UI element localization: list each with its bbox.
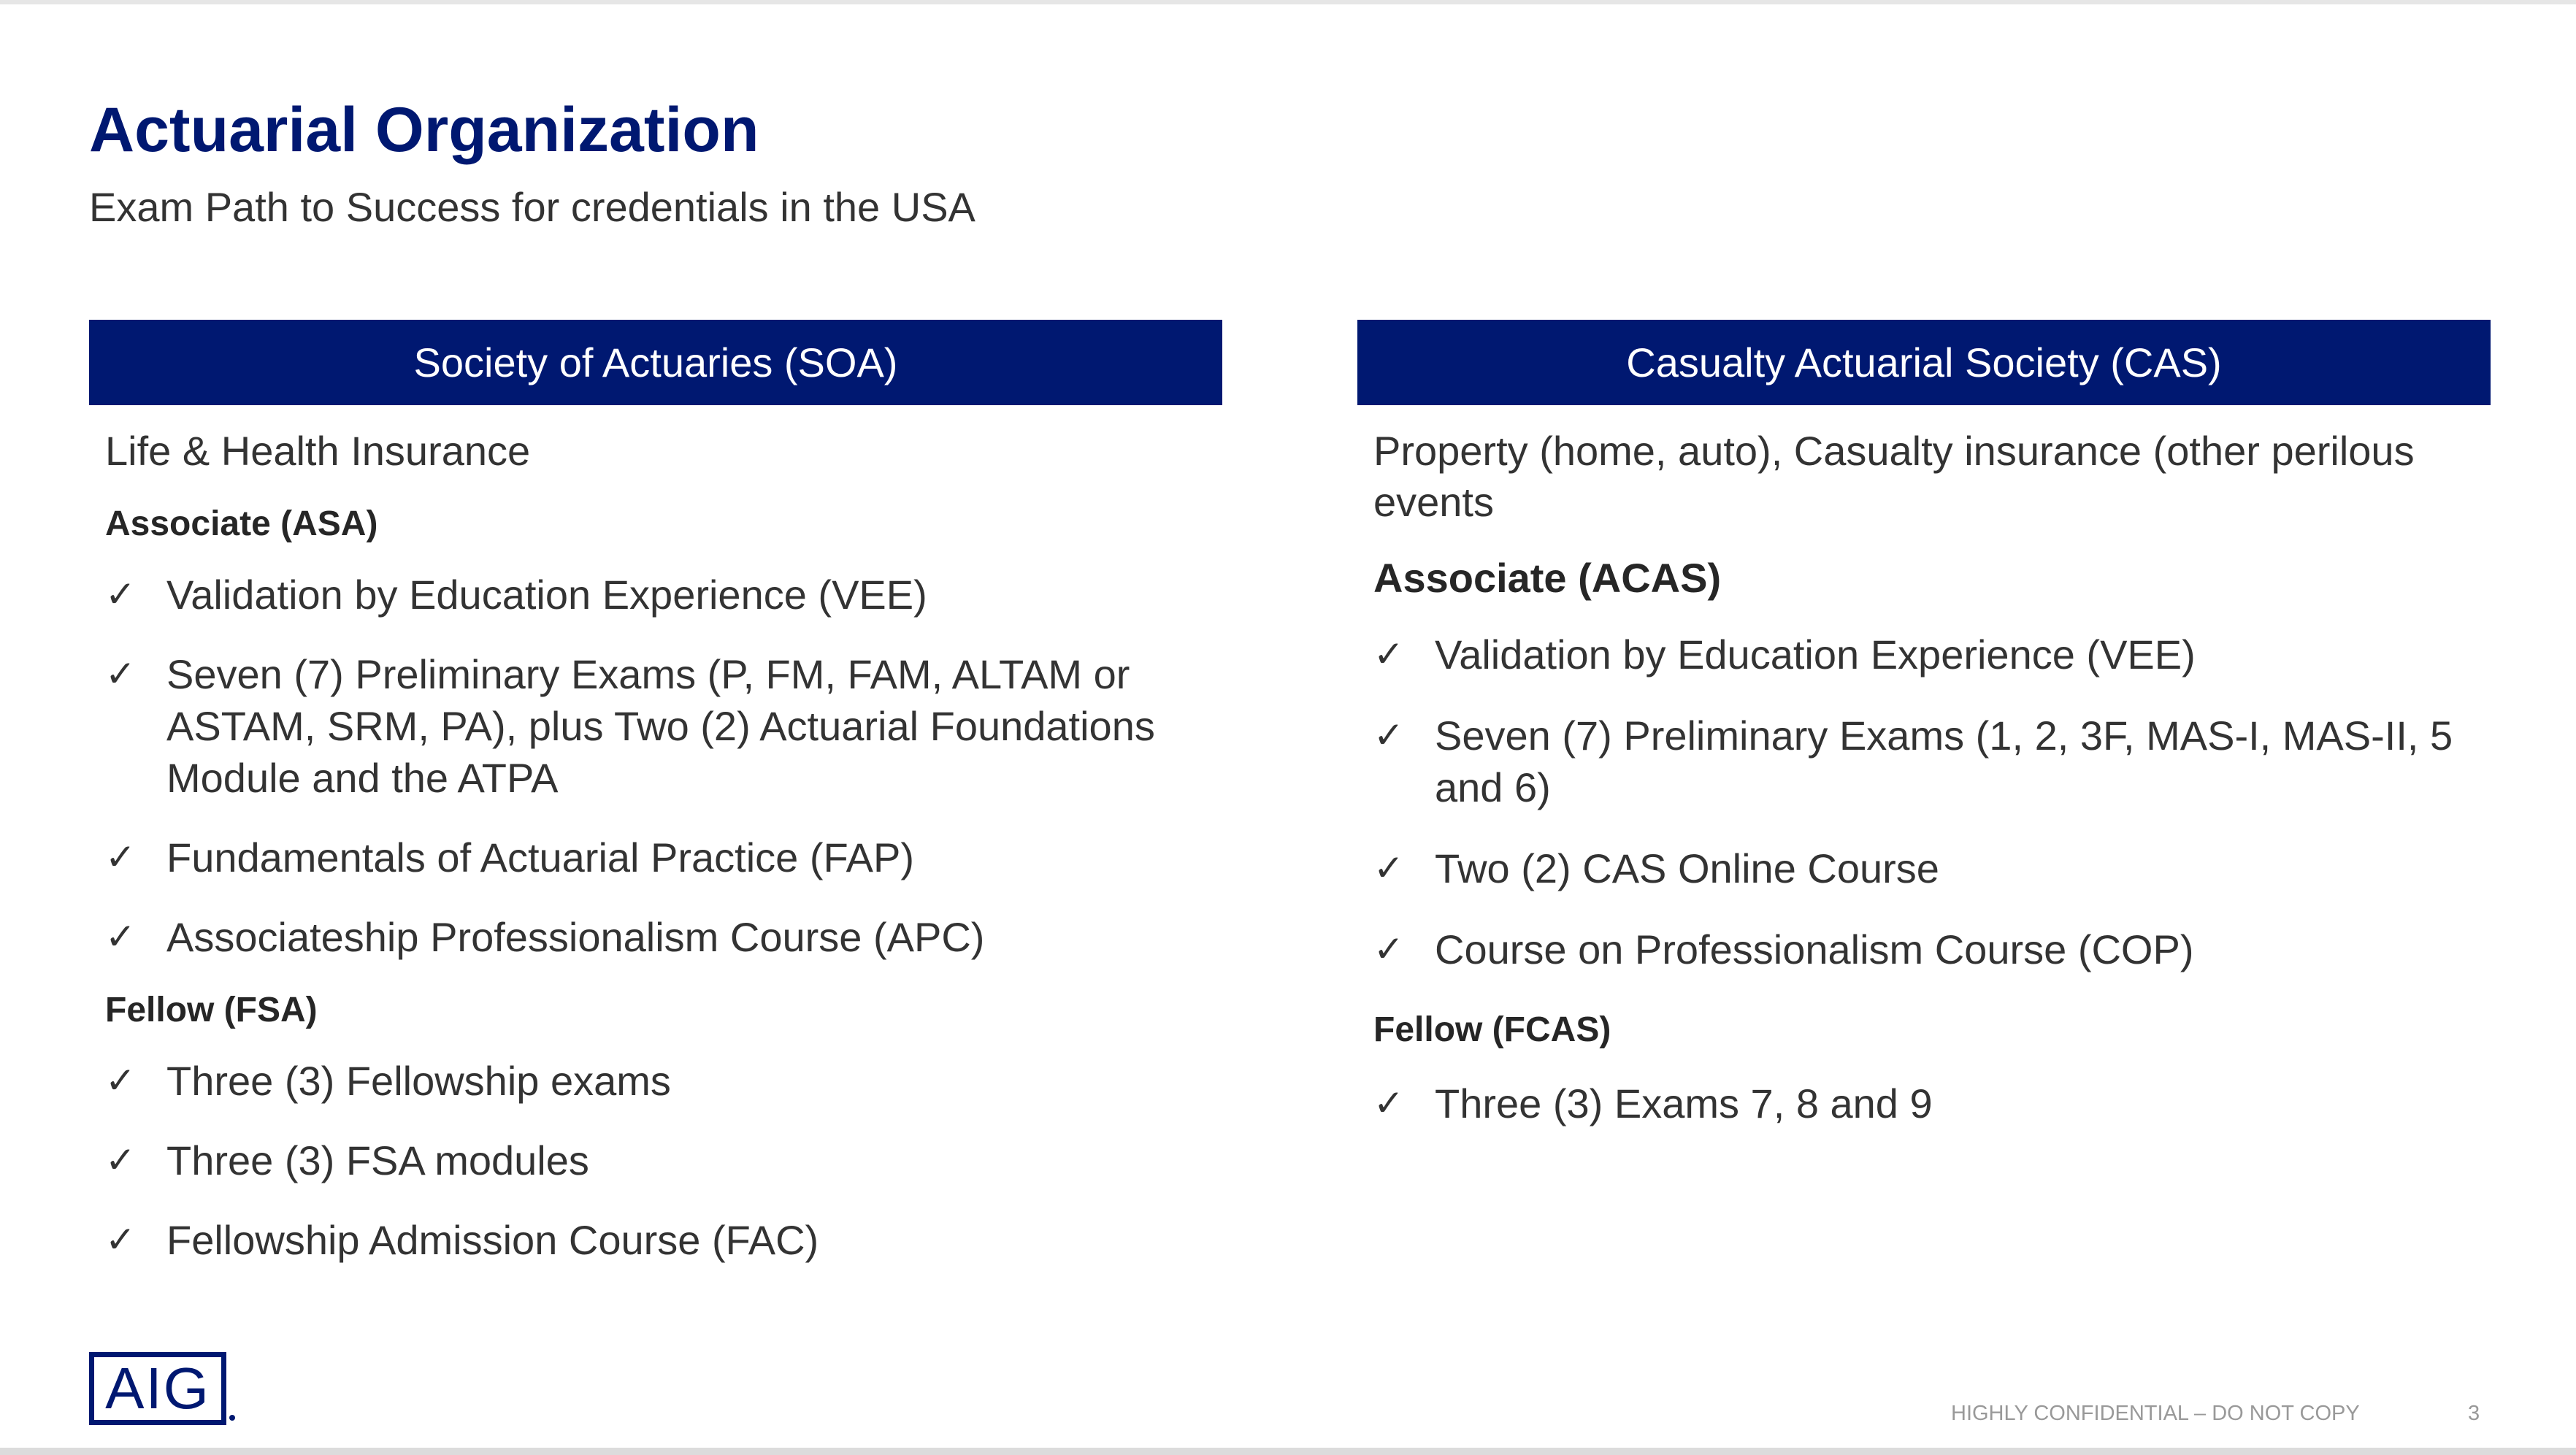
list-item-text: Fellowship Admission Course (FAC) xyxy=(166,1217,819,1263)
list-item xyxy=(1373,924,2476,975)
list-item-text: Fundamentals of Actuarial Practice (FAP) xyxy=(166,834,914,880)
checkmark-icon: ✓ xyxy=(1373,1082,1404,1124)
checkmark-icon: ✓ xyxy=(1373,928,1404,970)
list-item xyxy=(1373,629,2476,680)
page-number: 3 xyxy=(2468,1402,2480,1425)
soa-intro: Life & Health Insurance xyxy=(105,428,531,474)
slide-title: Actuarial Organization xyxy=(89,95,759,165)
cas-fellow-label: Fellow (FCAS) xyxy=(1373,1010,1611,1049)
bottom-border xyxy=(0,1448,2576,1455)
soa-associate-label: Associate (ASA) xyxy=(105,504,378,543)
cas-body xyxy=(1357,426,2491,1129)
checkmark-icon: ✓ xyxy=(105,1218,136,1261)
checkmark-icon: ✓ xyxy=(105,915,136,958)
list-item xyxy=(105,1214,1208,1266)
confidential-notice: HIGHLY CONFIDENTIAL – DO NOT COPY xyxy=(1951,1402,2360,1425)
list-item xyxy=(105,911,1208,963)
checkmark-icon: ✓ xyxy=(1373,714,1404,756)
logo-registered-dot xyxy=(229,1415,235,1421)
list-item-text: Three (3) Exams 7, 8 and 9 xyxy=(1435,1080,1933,1126)
checkmark-icon: ✓ xyxy=(105,1059,136,1102)
checkmark-icon: ✓ xyxy=(105,1139,136,1181)
top-border xyxy=(0,0,2576,4)
checkmark-icon: ✓ xyxy=(1373,633,1404,675)
checkmark-icon: ✓ xyxy=(105,653,136,695)
list-item-text: Seven (7) Preliminary Exams (P, FM, FAM, ALTAM or ASTAM, SRM, PA), plus Two (2) Actuarial Foundations Module and the ATPA xyxy=(166,651,1155,801)
list-item xyxy=(1373,842,2476,894)
list-item-text: Three (3) Fellowship exams xyxy=(166,1058,671,1104)
checkmark-icon: ✓ xyxy=(105,573,136,615)
list-item xyxy=(105,832,1208,883)
soa-column xyxy=(89,320,1222,1266)
soa-header: Society of Actuaries (SOA) xyxy=(89,320,1222,405)
list-item xyxy=(105,1135,1208,1186)
cas-intro: Property (home, auto), Casualty insurance (other perilous events xyxy=(1373,428,2415,525)
checkmark-icon: ✓ xyxy=(1373,847,1404,889)
list-item xyxy=(105,1055,1208,1107)
soa-body xyxy=(89,426,1222,1266)
cas-header: Casualty Actuarial Society (CAS) xyxy=(1357,320,2491,405)
list-item-text: Two (2) CAS Online Course xyxy=(1435,845,1939,891)
list-item xyxy=(105,648,1208,804)
cas-associate-list xyxy=(1373,629,2476,975)
list-item-text: Course on Professionalism Course (COP) xyxy=(1435,926,2194,972)
checkmark-icon: ✓ xyxy=(105,836,136,878)
list-item-text: Seven (7) Preliminary Exams (1, 2, 3F, MAS-I, MAS-II, 5 and 6) xyxy=(1435,713,2453,810)
cas-column xyxy=(1357,320,2491,1129)
list-item-text: Validation by Education Experience (VEE) xyxy=(166,572,927,618)
soa-fellow-list xyxy=(105,1055,1208,1266)
cas-fellow-list xyxy=(1373,1078,2476,1129)
list-item xyxy=(105,569,1208,621)
list-item-text: Validation by Education Experience (VEE) xyxy=(1435,631,2196,677)
soa-associate-list xyxy=(105,569,1208,963)
list-item xyxy=(1373,710,2476,813)
list-item xyxy=(1373,1078,2476,1129)
list-item-text: Associateship Professionalism Course (APC) xyxy=(166,914,985,960)
aig-logo: AIG xyxy=(89,1352,226,1425)
list-item-text: Three (3) FSA modules xyxy=(166,1137,589,1183)
slide-subtitle: Exam Path to Success for credentials in the USA xyxy=(89,184,975,230)
soa-fellow-label: Fellow (FSA) xyxy=(105,991,318,1029)
cas-associate-label: Associate (ACAS) xyxy=(1373,555,1722,601)
